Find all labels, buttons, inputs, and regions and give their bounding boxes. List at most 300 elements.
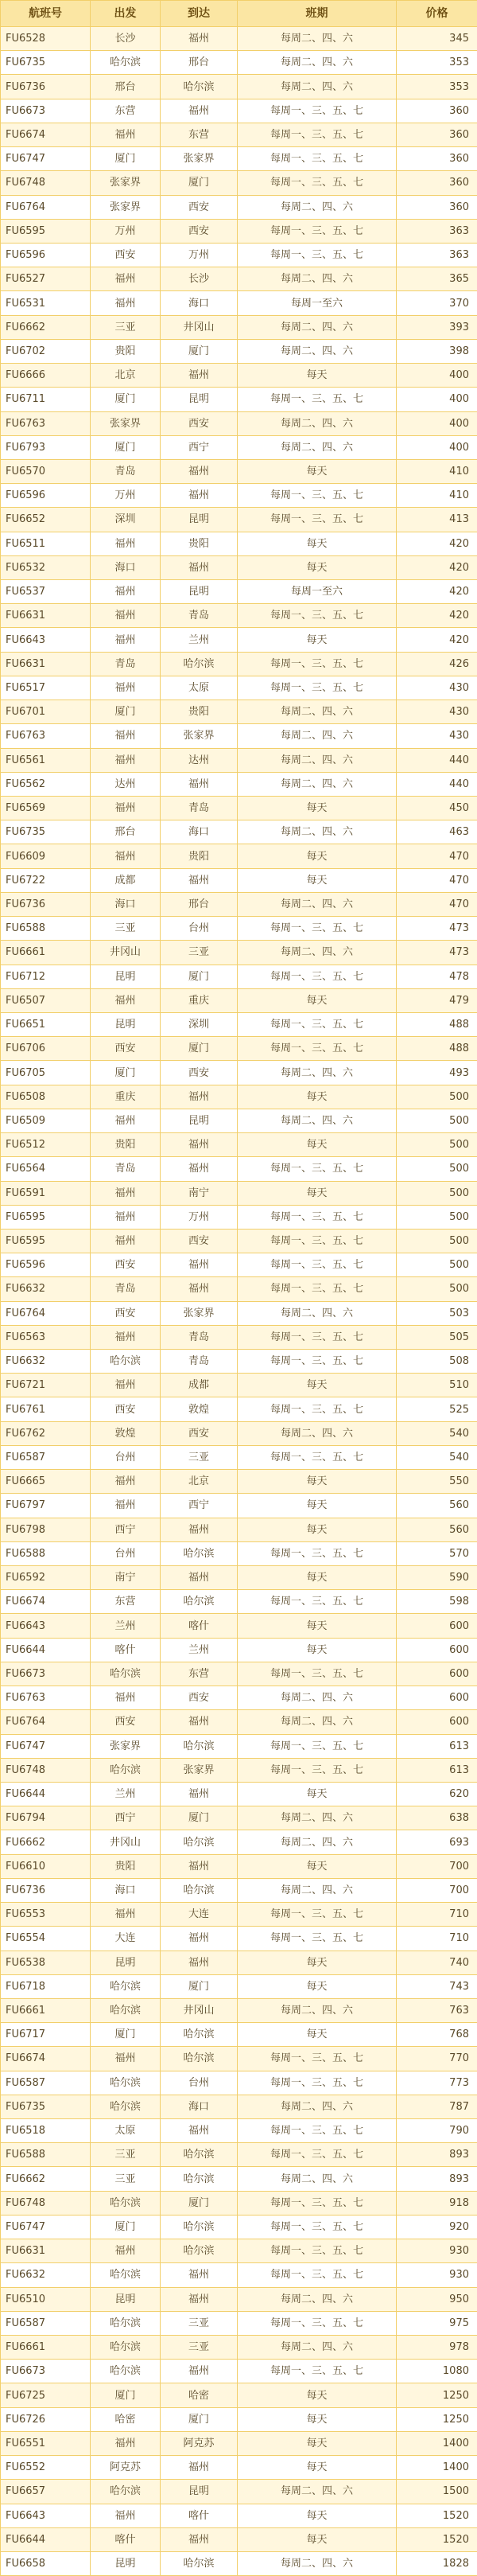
arrival-cell: 哈尔滨	[161, 2023, 238, 2047]
flight-number-cell: FU6701	[1, 700, 91, 724]
flight-number-cell: FU6764	[1, 1710, 91, 1734]
price-cell: 503	[397, 1301, 477, 1325]
price-cell: 1400	[397, 2456, 477, 2480]
table-row	[1, 2095, 477, 2118]
price-cell: 510	[397, 1374, 477, 1397]
table-row	[1, 2263, 477, 2287]
schedule-cell: 每周一、三、五、七	[238, 1205, 397, 1229]
departure-cell: 台州	[91, 1541, 161, 1565]
arrival-cell: 哈尔滨	[161, 2167, 238, 2191]
table-row	[1, 411, 477, 435]
table-row	[1, 508, 477, 532]
price-cell: 525	[397, 1397, 477, 1421]
departure-cell: 西安	[91, 1037, 161, 1061]
flight-number-cell: FU6517	[1, 676, 91, 700]
schedule-cell: 每天	[238, 988, 397, 1012]
departure-cell: 哈尔滨	[91, 1758, 161, 1782]
schedule-cell: 每周一、三、五、七	[238, 484, 397, 508]
arrival-cell: 青岛	[161, 1350, 238, 1374]
departure-cell: 福州	[91, 1181, 161, 1205]
arrival-cell: 三亚	[161, 2311, 238, 2335]
price-cell: 440	[397, 748, 477, 772]
price-cell: 353	[397, 51, 477, 75]
table-row	[1, 2336, 477, 2360]
table-row	[1, 484, 477, 508]
schedule-cell: 每周一、三、五、七	[238, 604, 397, 628]
departure-cell: 青岛	[91, 652, 161, 676]
flight-number-cell: FU6570	[1, 459, 91, 483]
schedule-cell: 每天	[238, 1974, 397, 1998]
flight-number-cell: FU6512	[1, 1133, 91, 1157]
price-cell: 500	[397, 1085, 477, 1109]
departure-cell: 喀什	[91, 2527, 161, 2551]
departure-cell: 哈尔滨	[91, 2336, 161, 2360]
departure-cell: 三亚	[91, 917, 161, 941]
departure-cell: 三亚	[91, 2167, 161, 2191]
departure-cell: 西安	[91, 243, 161, 267]
price-cell: 693	[397, 1830, 477, 1854]
price-cell: 410	[397, 459, 477, 483]
schedule-cell: 每周一、三、五、七	[238, 1325, 397, 1349]
flight-number-cell: FU6718	[1, 1974, 91, 1998]
departure-cell: 三亚	[91, 2143, 161, 2167]
flight-number-cell: FU6763	[1, 1686, 91, 1710]
arrival-cell: 厦门	[161, 2407, 238, 2431]
schedule-cell: 每周一、三、五、七	[238, 2360, 397, 2383]
price-cell: 600	[397, 1638, 477, 1662]
arrival-cell: 万州	[161, 1205, 238, 1229]
schedule-cell: 每周一、三、五、七	[238, 1397, 397, 1421]
departure-cell: 厦门	[91, 147, 161, 171]
flight-number-cell: FU6712	[1, 965, 91, 988]
schedule-cell: 每周二、四、六	[238, 411, 397, 435]
schedule-cell: 每天	[238, 868, 397, 892]
flight-number-cell: FU6643	[1, 1614, 91, 1638]
price-cell: 740	[397, 1951, 477, 1974]
departure-cell: 福州	[91, 1470, 161, 1494]
price-cell: 400	[397, 388, 477, 411]
table-row	[1, 2431, 477, 2455]
table-row	[1, 315, 477, 339]
flight-number-cell: FU6588	[1, 917, 91, 941]
departure-cell: 昆明	[91, 1012, 161, 1036]
table-row	[1, 1325, 477, 1349]
flight-number-cell: FU6563	[1, 1325, 91, 1349]
arrival-cell: 福州	[161, 1854, 238, 1878]
price-cell: 360	[397, 99, 477, 123]
departure-cell: 兰州	[91, 1614, 161, 1638]
arrival-cell: 哈尔滨	[161, 1734, 238, 1758]
price-cell: 345	[397, 27, 477, 51]
table-row	[1, 580, 477, 604]
table-row	[1, 1037, 477, 1061]
table-row	[1, 988, 477, 1012]
arrival-cell: 成都	[161, 1374, 238, 1397]
arrival-cell: 北京	[161, 1470, 238, 1494]
schedule-cell: 每天	[238, 1638, 397, 1662]
schedule-cell: 每周一、三、五、七	[238, 388, 397, 411]
departure-cell: 昆明	[91, 2551, 161, 2575]
flight-number-cell: FU6747	[1, 1734, 91, 1758]
arrival-cell: 哈尔滨	[161, 1878, 238, 1902]
schedule-cell: 每天	[238, 1374, 397, 1397]
table-row	[1, 1830, 477, 1854]
arrival-cell: 福州	[161, 27, 238, 51]
arrival-cell: 福州	[161, 772, 238, 796]
departure-cell: 福州	[91, 676, 161, 700]
schedule-cell: 每周二、四、六	[238, 1710, 397, 1734]
arrival-cell: 哈密	[161, 2383, 238, 2407]
flight-number-cell: FU6665	[1, 1470, 91, 1494]
schedule-cell: 每周二、四、六	[238, 267, 397, 291]
departure-cell: 太原	[91, 2119, 161, 2143]
price-cell: 450	[397, 797, 477, 820]
table-row	[1, 459, 477, 483]
flight-number-cell: FU6725	[1, 2383, 91, 2407]
flight-number-cell: FU6528	[1, 27, 91, 51]
table-row	[1, 2239, 477, 2263]
price-cell: 600	[397, 1614, 477, 1638]
table-row	[1, 2119, 477, 2143]
departure-cell: 福州	[91, 628, 161, 652]
flight-number-cell: FU6569	[1, 797, 91, 820]
table-row	[1, 1205, 477, 1229]
departure-cell: 哈尔滨	[91, 1974, 161, 1998]
table-row	[1, 1085, 477, 1109]
flight-number-cell: FU6797	[1, 1494, 91, 1518]
departure-cell: 哈尔滨	[91, 1998, 161, 2022]
arrival-cell: 井冈山	[161, 315, 238, 339]
table-row	[1, 2047, 477, 2071]
price-cell: 570	[397, 1541, 477, 1565]
price-cell: 710	[397, 1903, 477, 1927]
departure-cell: 敦煌	[91, 1421, 161, 1445]
schedule-cell: 每周一至六	[238, 291, 397, 315]
arrival-cell: 福州	[161, 99, 238, 123]
departure-cell: 厦门	[91, 2023, 161, 2047]
arrival-cell: 三亚	[161, 2336, 238, 2360]
flight-number-cell: FU6511	[1, 532, 91, 555]
departure-cell: 万州	[91, 219, 161, 243]
departure-cell: 东营	[91, 99, 161, 123]
flight-number-cell: FU6673	[1, 99, 91, 123]
departure-cell: 哈尔滨	[91, 2071, 161, 2095]
schedule-cell: 每周一、三、五、七	[238, 1229, 397, 1253]
arrival-cell: 昆明	[161, 2480, 238, 2504]
price-cell: 400	[397, 364, 477, 388]
flight-number-cell: FU6747	[1, 2215, 91, 2239]
price-cell: 493	[397, 1061, 477, 1085]
flight-number-cell: FU6794	[1, 1806, 91, 1830]
price-cell: 770	[397, 2047, 477, 2071]
schedule-cell: 每天	[238, 1782, 397, 1806]
departure-cell: 台州	[91, 1445, 161, 1469]
table-row	[1, 99, 477, 123]
table-row	[1, 1806, 477, 1830]
price-cell: 710	[397, 1927, 477, 1951]
schedule-cell: 每周二、四、六	[238, 1806, 397, 1830]
table-row	[1, 1518, 477, 1541]
flight-number-cell: FU6632	[1, 2263, 91, 2287]
price-cell: 1400	[397, 2431, 477, 2455]
schedule-cell: 每周一、三、五、七	[238, 1157, 397, 1181]
flight-number-cell: FU6673	[1, 2360, 91, 2383]
arrival-cell: 张家界	[161, 724, 238, 748]
price-cell: 763	[397, 1998, 477, 2022]
price-cell: 430	[397, 676, 477, 700]
schedule-cell: 每周二、四、六	[238, 339, 397, 363]
flight-number-cell: FU6552	[1, 2456, 91, 2480]
flight-number-cell: FU6595	[1, 1229, 91, 1253]
arrival-cell: 贵阳	[161, 700, 238, 724]
arrival-cell: 西安	[161, 411, 238, 435]
schedule-cell: 每天	[238, 2023, 397, 2047]
arrival-cell: 昆明	[161, 580, 238, 604]
arrival-cell: 贵阳	[161, 844, 238, 868]
schedule-cell: 每周二、四、六	[238, 1109, 397, 1132]
table-row	[1, 291, 477, 315]
departure-cell: 哈尔滨	[91, 2191, 161, 2215]
departure-cell: 张家界	[91, 171, 161, 195]
flight-number-cell: FU6666	[1, 364, 91, 388]
departure-cell: 达州	[91, 772, 161, 796]
schedule-cell: 每周一、三、五、七	[238, 1037, 397, 1061]
arrival-cell: 哈尔滨	[161, 2551, 238, 2575]
schedule-cell: 每天	[238, 555, 397, 579]
arrival-cell: 哈尔滨	[161, 2143, 238, 2167]
departure-cell: 阿克苏	[91, 2456, 161, 2480]
flight-number-cell: FU6527	[1, 267, 91, 291]
table-row	[1, 388, 477, 411]
flight-number-cell: FU6652	[1, 508, 91, 532]
arrival-cell: 福州	[161, 2527, 238, 2551]
flight-number-cell: FU6553	[1, 1903, 91, 1927]
departure-cell: 福州	[91, 2504, 161, 2527]
table-row	[1, 435, 477, 459]
price-cell: 420	[397, 604, 477, 628]
price-cell: 430	[397, 700, 477, 724]
price-cell: 560	[397, 1494, 477, 1518]
flight-number-cell: FU6711	[1, 388, 91, 411]
table-row	[1, 1734, 477, 1758]
departure-cell: 昆明	[91, 1951, 161, 1974]
arrival-cell: 福州	[161, 2263, 238, 2287]
price-cell: 353	[397, 75, 477, 99]
arrival-cell: 福州	[161, 364, 238, 388]
table-body	[1, 27, 477, 2576]
schedule-cell: 每周一、三、五、七	[238, 2071, 397, 2095]
arrival-cell: 台州	[161, 917, 238, 941]
table-row	[1, 797, 477, 820]
table-row	[1, 2311, 477, 2335]
flight-number-cell: FU6610	[1, 1854, 91, 1878]
flight-number-cell: FU6644	[1, 1638, 91, 1662]
schedule-cell: 每周一、三、五、七	[238, 123, 397, 146]
flight-number-cell: FU6561	[1, 748, 91, 772]
schedule-cell: 每周一、三、五、七	[238, 1734, 397, 1758]
table-row	[1, 2383, 477, 2407]
table-row	[1, 1350, 477, 1374]
departure-cell: 福州	[91, 988, 161, 1012]
flight-number-cell: FU6661	[1, 941, 91, 965]
arrival-cell: 兰州	[161, 628, 238, 652]
schedule-cell: 每周一、三、五、七	[238, 1590, 397, 1614]
departure-cell: 福州	[91, 724, 161, 748]
schedule-cell: 每天	[238, 459, 397, 483]
schedule-cell: 每周一至六	[238, 580, 397, 604]
departure-cell: 厦门	[91, 700, 161, 724]
price-cell: 400	[397, 411, 477, 435]
arrival-cell: 厦门	[161, 2191, 238, 2215]
flight-number-cell: FU6644	[1, 2527, 91, 2551]
price-cell: 550	[397, 1470, 477, 1494]
departure-cell: 西安	[91, 1397, 161, 1421]
flight-number-cell: FU6736	[1, 892, 91, 916]
price-cell: 930	[397, 2239, 477, 2263]
schedule-cell: 每周二、四、六	[238, 2336, 397, 2360]
price-cell: 470	[397, 844, 477, 868]
flight-number-cell: FU6554	[1, 1927, 91, 1951]
price-cell: 600	[397, 1710, 477, 1734]
price-cell: 393	[397, 315, 477, 339]
price-cell: 975	[397, 2311, 477, 2335]
arrival-cell: 福州	[161, 1253, 238, 1277]
table-row	[1, 1470, 477, 1494]
price-cell: 600	[397, 1662, 477, 1686]
table-row	[1, 1903, 477, 1927]
price-cell: 1250	[397, 2407, 477, 2431]
price-cell: 620	[397, 1782, 477, 1806]
flight-number-cell: FU6532	[1, 555, 91, 579]
table-row	[1, 1157, 477, 1181]
arrival-cell: 西安	[161, 1686, 238, 1710]
flight-number-cell: FU6748	[1, 1758, 91, 1782]
schedule-cell: 每周一、三、五、七	[238, 2263, 397, 2287]
schedule-cell: 每天	[238, 1614, 397, 1638]
schedule-cell: 每周一、三、五、七	[238, 1758, 397, 1782]
schedule-cell: 每周二、四、六	[238, 700, 397, 724]
arrival-cell: 敦煌	[161, 1397, 238, 1421]
departure-cell: 福州	[91, 748, 161, 772]
arrival-cell: 张家界	[161, 1758, 238, 1782]
arrival-cell: 喀什	[161, 2504, 238, 2527]
table-row	[1, 748, 477, 772]
departure-cell: 厦门	[91, 2383, 161, 2407]
departure-cell: 井冈山	[91, 1830, 161, 1854]
arrival-cell: 哈尔滨	[161, 2047, 238, 2071]
flight-number-cell: FU6588	[1, 1541, 91, 1565]
table-row	[1, 219, 477, 243]
table-row	[1, 555, 477, 579]
departure-cell: 张家界	[91, 411, 161, 435]
table-row	[1, 1181, 477, 1205]
flight-number-cell: FU6661	[1, 2336, 91, 2360]
schedule-cell: 每周二、四、六	[238, 1421, 397, 1445]
arrival-cell: 福州	[161, 1518, 238, 1541]
table-row	[1, 1590, 477, 1614]
departure-cell: 西宁	[91, 1518, 161, 1541]
schedule-cell: 每天	[238, 1470, 397, 1494]
departure-cell: 哈尔滨	[91, 2095, 161, 2118]
departure-cell: 福州	[91, 1494, 161, 1518]
price-cell: 950	[397, 2287, 477, 2311]
schedule-cell: 每周一、三、五、七	[238, 1445, 397, 1469]
table-row	[1, 724, 477, 748]
arrival-cell: 台州	[161, 2071, 238, 2095]
schedule-cell: 每周一、三、五、七	[238, 1903, 397, 1927]
schedule-cell: 每周二、四、六	[238, 772, 397, 796]
price-cell: 488	[397, 1037, 477, 1061]
price-cell: 500	[397, 1109, 477, 1132]
departure-cell: 福州	[91, 797, 161, 820]
price-cell: 598	[397, 1590, 477, 1614]
schedule-cell: 每周一、三、五、七	[238, 147, 397, 171]
price-cell: 540	[397, 1421, 477, 1445]
departure-cell: 福州	[91, 1109, 161, 1132]
departure-cell: 海口	[91, 555, 161, 579]
flight-number-cell: FU6643	[1, 2504, 91, 2527]
arrival-cell: 深圳	[161, 1012, 238, 1036]
flight-number-cell: FU6735	[1, 51, 91, 75]
arrival-cell: 昆明	[161, 1109, 238, 1132]
table-row	[1, 75, 477, 99]
table-row	[1, 267, 477, 291]
table-row	[1, 917, 477, 941]
schedule-cell: 每周一、三、五、七	[238, 917, 397, 941]
flight-number-cell: FU6551	[1, 2431, 91, 2455]
arrival-cell: 福州	[161, 1157, 238, 1181]
price-cell: 400	[397, 435, 477, 459]
table-row	[1, 147, 477, 171]
price-cell: 920	[397, 2215, 477, 2239]
flight-number-cell: FU6538	[1, 1951, 91, 1974]
price-cell: 360	[397, 171, 477, 195]
departure-cell: 南宁	[91, 1566, 161, 1590]
table-row	[1, 1974, 477, 1998]
arrival-cell: 福州	[161, 1710, 238, 1734]
price-cell: 363	[397, 243, 477, 267]
table-row	[1, 2456, 477, 2480]
price-cell: 500	[397, 1205, 477, 1229]
price-cell: 500	[397, 1277, 477, 1301]
schedule-cell: 每周一、三、五、七	[238, 1012, 397, 1036]
price-cell: 410	[397, 484, 477, 508]
flight-number-cell: FU6735	[1, 2095, 91, 2118]
arrival-cell: 井冈山	[161, 1998, 238, 2022]
departure-cell: 大连	[91, 1927, 161, 1951]
price-cell: 478	[397, 965, 477, 988]
flight-number-cell: FU6644	[1, 1782, 91, 1806]
flight-number-cell: FU6764	[1, 195, 91, 219]
price-cell: 893	[397, 2167, 477, 2191]
table-row	[1, 604, 477, 628]
departure-cell: 长沙	[91, 27, 161, 51]
schedule-cell: 每周二、四、六	[238, 195, 397, 219]
price-cell: 426	[397, 652, 477, 676]
departure-cell: 昆明	[91, 965, 161, 988]
arrival-cell: 西宁	[161, 435, 238, 459]
table-row	[1, 1854, 477, 1878]
schedule-cell: 每天	[238, 1181, 397, 1205]
departure-cell: 福州	[91, 123, 161, 146]
schedule-cell: 每天	[238, 2383, 397, 2407]
arrival-cell: 青岛	[161, 1325, 238, 1349]
table-row	[1, 2167, 477, 2191]
departure-cell: 福州	[91, 1205, 161, 1229]
price-cell: 365	[397, 267, 477, 291]
price-cell: 500	[397, 1229, 477, 1253]
price-cell: 479	[397, 988, 477, 1012]
